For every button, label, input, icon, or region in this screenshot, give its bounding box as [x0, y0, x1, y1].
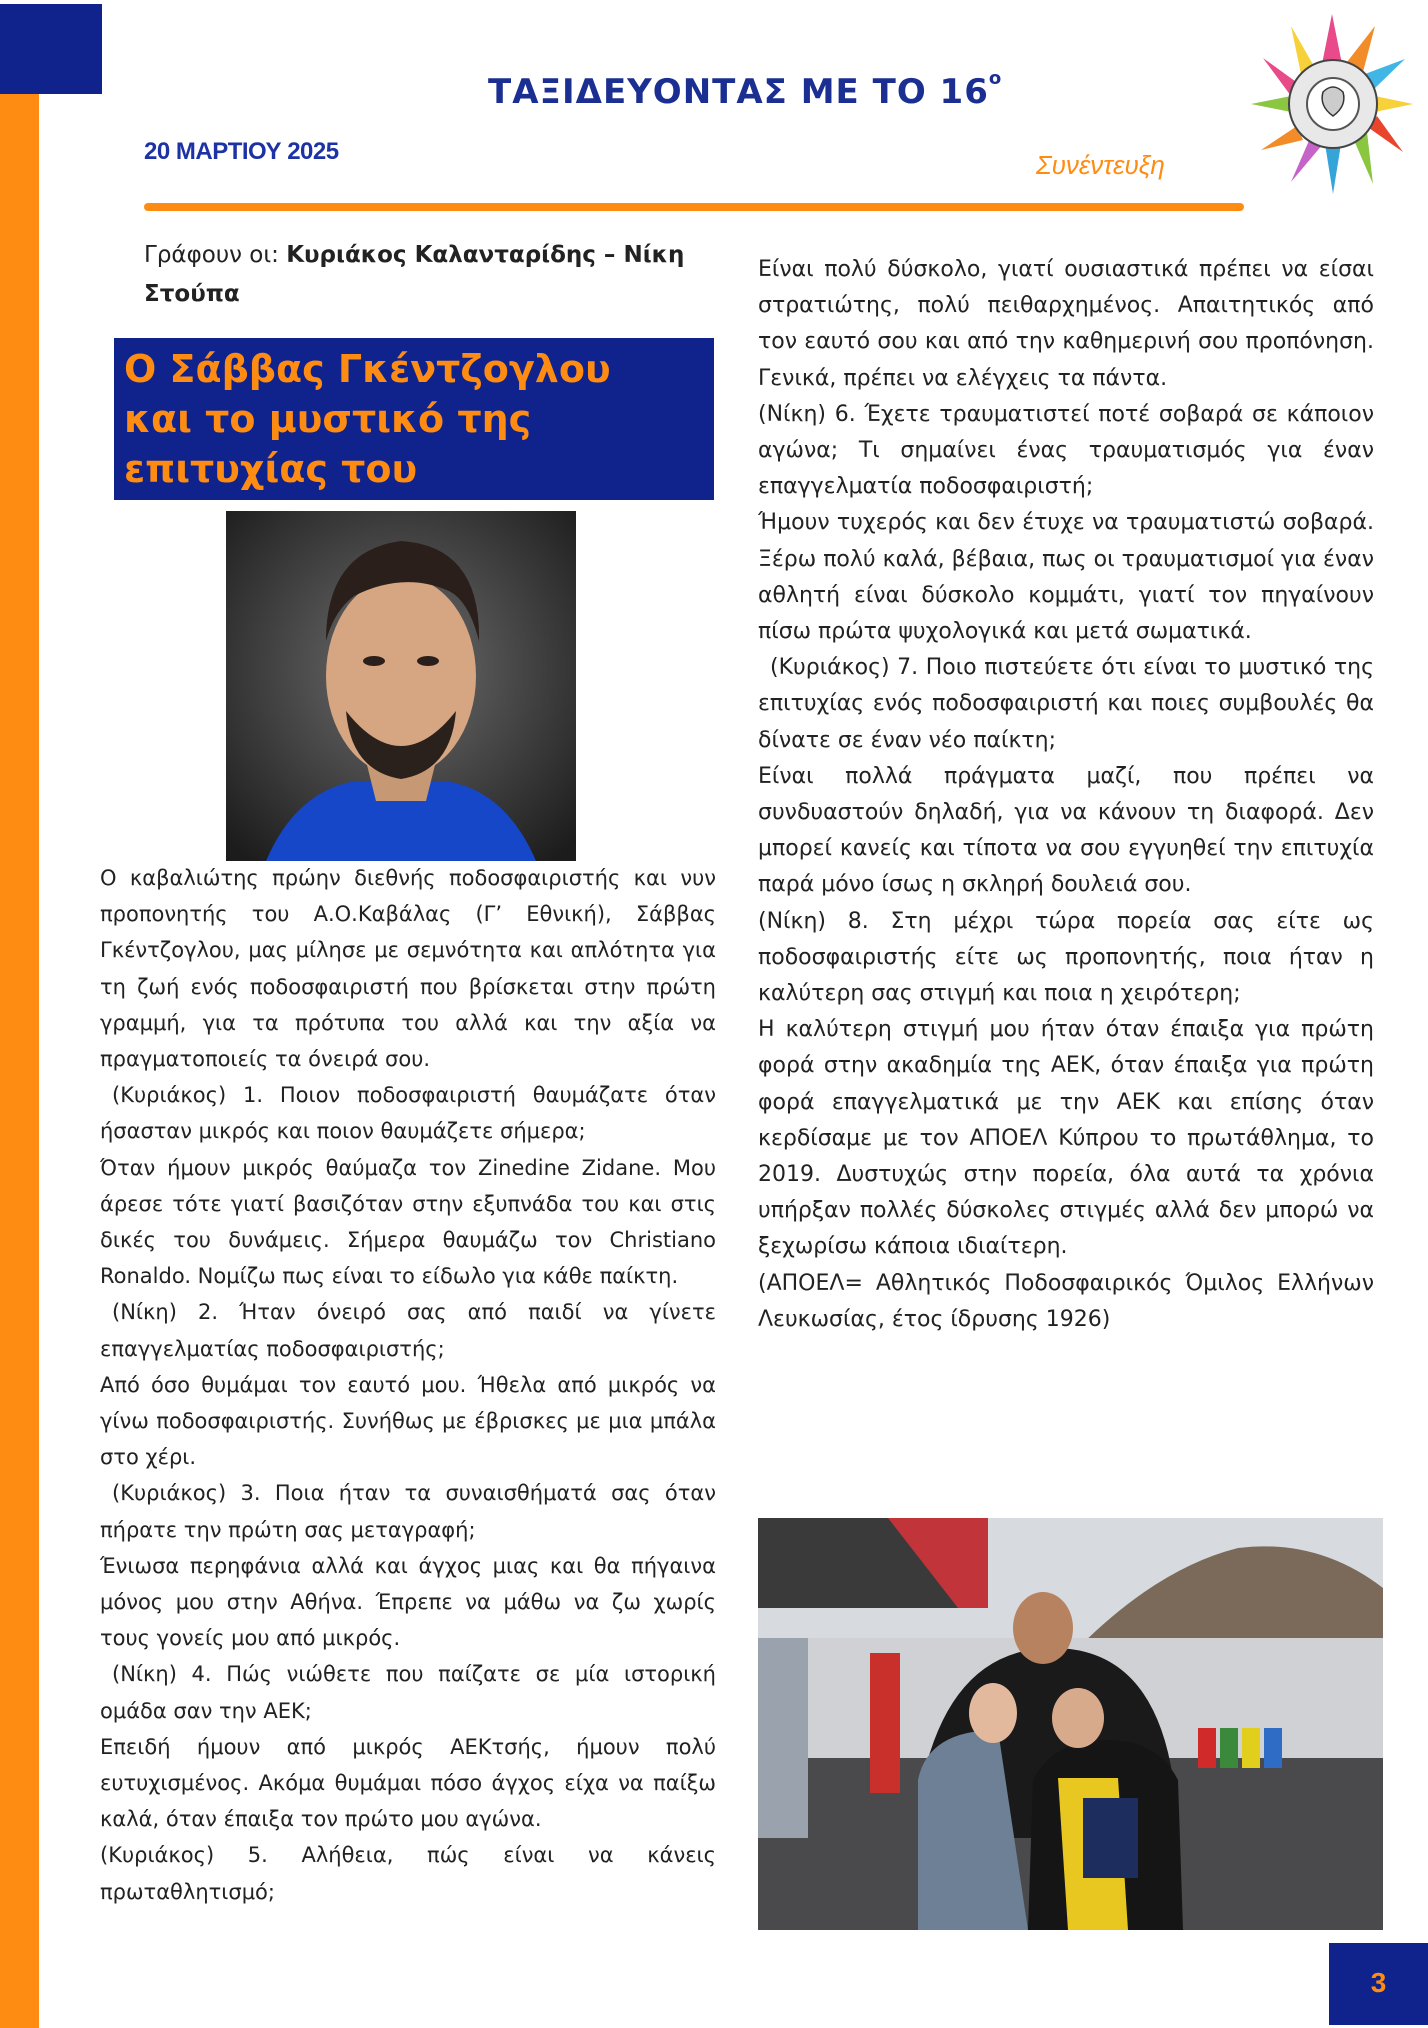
answer-3: Ένιωσα περηφάνια αλλά και άγχος μιας και θα πήγαινα μόνος μου στην Αθήνα. Έπρεπε να μάθω να ζω χωρίς τους γονείς μου από μικρός.	[100, 1553, 716, 1651]
answer-5: Είναι πολύ δύσκολο, γιατί ουσιαστικά πρέπει να είσαι στρατιώτης, πολύ πειθαρχημένος. Απαιτητικός από τον εαυτό σου και από την καθημερινή σου προπόνηση. Γενικά, πρέπει να ελέγχεις τα πάντα.	[758, 257, 1374, 391]
question-7: (Κυριάκος) 7. Ποιο πιστεύετε ότι είναι το μυστικό της επιτυχίας ενός ποδοσφαιριστή και ποιες συμβουλές θα δίνατε σε έναν νέο παίκτη;	[758, 655, 1374, 753]
right-article-column	[758, 252, 1374, 1338]
portrait-photo	[226, 511, 576, 861]
byline-authors: Κυριάκος Καλανταρίδης – Νίκη Στούπα	[144, 242, 685, 307]
title-text: ΤΑΞΙΔΕΥΟΝΤΑΣ ΜΕ ΤΟ 16	[488, 72, 989, 112]
page-number: 3	[1370, 1967, 1387, 1998]
issue-date: 20 ΜΑΡΤΙΟΥ 2025	[144, 138, 339, 165]
question-4: (Νίκη) 4. Πώς νιώθετε που παίζατε σε μία ιστορική ομάδα σαν την ΑΕΚ;	[100, 1662, 716, 1723]
answer-1: Όταν ήμουν μικρός θαύμαζα τον Zinedine Zidane. Μου άρεσε τότε γιατί βασιζόταν στην εξυπνάδα του και στις δικές του δυνάμεις. Σήμερα θαυμάζω τον Christiano Ronaldo. Νομίζω πως είναι το είδωλο για κάθε παίκτη.	[100, 1155, 716, 1289]
question-2: (Νίκη) 2. Ήταν όνειρό σας από παιδί να γίνετε επαγγελματίας ποδοσφαιριστής;	[100, 1300, 716, 1361]
article-headline: Ο Σάββας Γκέντζογλου και το μυστικό της επιτυχίας του	[124, 347, 611, 491]
header-divider	[144, 203, 1244, 211]
question-3: (Κυριάκος) 3. Ποια ήταν τα συναισθήματά σας όταν πήρατε την πρώτη σας μεταγραφή;	[100, 1481, 716, 1542]
question-1: (Κυριάκος) 1. Ποιον ποδοσφαιριστή θαυμάζατε όταν ήσασταν μικρός και ποιον θαυμάζετε σήμερα;	[100, 1083, 716, 1144]
page-number-box	[1329, 1943, 1428, 2025]
footnote: (ΑΠΟΕΛ= Αθλητικός Ποδοσφαιρικός Όμιλος Ελλήνων Λευκωσίας, έτος ίδρυσης 1926)	[758, 1270, 1374, 1332]
section-label: Συνέντευξη	[1036, 150, 1165, 180]
title-superscript: ο	[988, 68, 1003, 89]
question-8: (Νίκη) 8. Στη μέχρι τώρα πορεία σας είτε ως ποδοσφαιριστής είτε ως προπονητής, ποια ήταν η καλύτερη σας στιγμή και ποια η χειρότερη;	[758, 908, 1374, 1007]
school-logo	[1245, 4, 1420, 200]
question-5: (Κυριάκος) 5. Αλήθεια, πώς είναι να κάνεις πρωταθλητισμό;	[100, 1843, 716, 1904]
side-strip	[0, 94, 39, 2028]
left-article-column	[100, 860, 716, 1910]
corner-block	[0, 4, 102, 94]
answer-6: Ήμουν τυχερός και δεν έτυχε να τραυματιστώ σοβαρά. Ξέρω πολύ καλά, βέβαια, πως οι τραυματισμοί για έναν αθλητή είναι δύσκολο κομμάτι, γιατί τον πηγαίνουν πίσω πρώτα ψυχολογικά και μετά σωματικά.	[758, 510, 1374, 645]
newsletter-title	[488, 68, 1003, 112]
headline-box	[114, 338, 714, 500]
answer-2: Από όσο θυμάμαι τον εαυτό μου. Ήθελα από μικρός να γίνω ποδοσφαιριστής. Συνήθως με έβρισκες με μια μπάλα στο χέρι.	[100, 1372, 716, 1470]
byline-prefix: Γράφουν οι:	[144, 242, 287, 268]
byline	[144, 236, 714, 314]
group-photo	[758, 1518, 1383, 1930]
intro-paragraph: Ο καβαλιώτης πρώην διεθνής ποδοσφαιριστής και νυν προπονητής του Α.Ο.Καβάλας (Γ’ Εθνική), Σάββας Γκέντζογλου, μας μίλησε με σεμνότητα και απλότητα για τη ζωή ενός ποδοσφαιριστή που βρίσκεται στην πρώτη γραμμή, για τα πρότυπα του αλλά και την αξία να πραγματοποιείς τα όνειρά σου.	[100, 866, 716, 1072]
question-6: (Νίκη) 6. Έχετε τραυματιστεί ποτέ σοβαρά σε κάποιον αγώνα; Τι σημαίνει ένας τραυματισμός για έναν επαγγελματία ποδοσφαιριστή;	[758, 401, 1374, 500]
answer-7: Είναι πολλά πράγματα μαζί, που πρέπει να συνδυαστούν δηλαδή, για να κάνουν τη διαφορά. Δεν μπορεί κανείς και τίποτα να σου εγγυηθεί την επιτυχία παρά μόνο ίσως η σκληρή δουλειά σου.	[758, 763, 1374, 898]
answer-4: Επειδή ήμουν από μικρός ΑΕΚτσής, ήμουν πολύ ευτυχισμένος. Ακόμα θυμάμαι πόσο άγχος είχα να παίξω καλά, όταν έπαιξα τον πρώτο μου αγώνα.	[100, 1734, 716, 1832]
answer-8: Η καλύτερη στιγμή μου ήταν όταν έπαιξα για πρώτη φορά στην ακαδημία της ΑΕΚ, όταν έπαιξα για πρώτη φορά επαγγελματικά με την ΑΕΚ και επίσης όταν κερδίσαμε με τον ΑΠΟΕΛ Κύπρου το πρωτάθλημα, το 2019. Δυστυχώς στην πορεία, όλα αυτά τα χρόνια υπήρξαν πολλές δύσκολες στιγμές αλλά δεν μπορώ να ξεχωρίσω κάποια ιδιαίτερη.	[758, 1017, 1374, 1260]
